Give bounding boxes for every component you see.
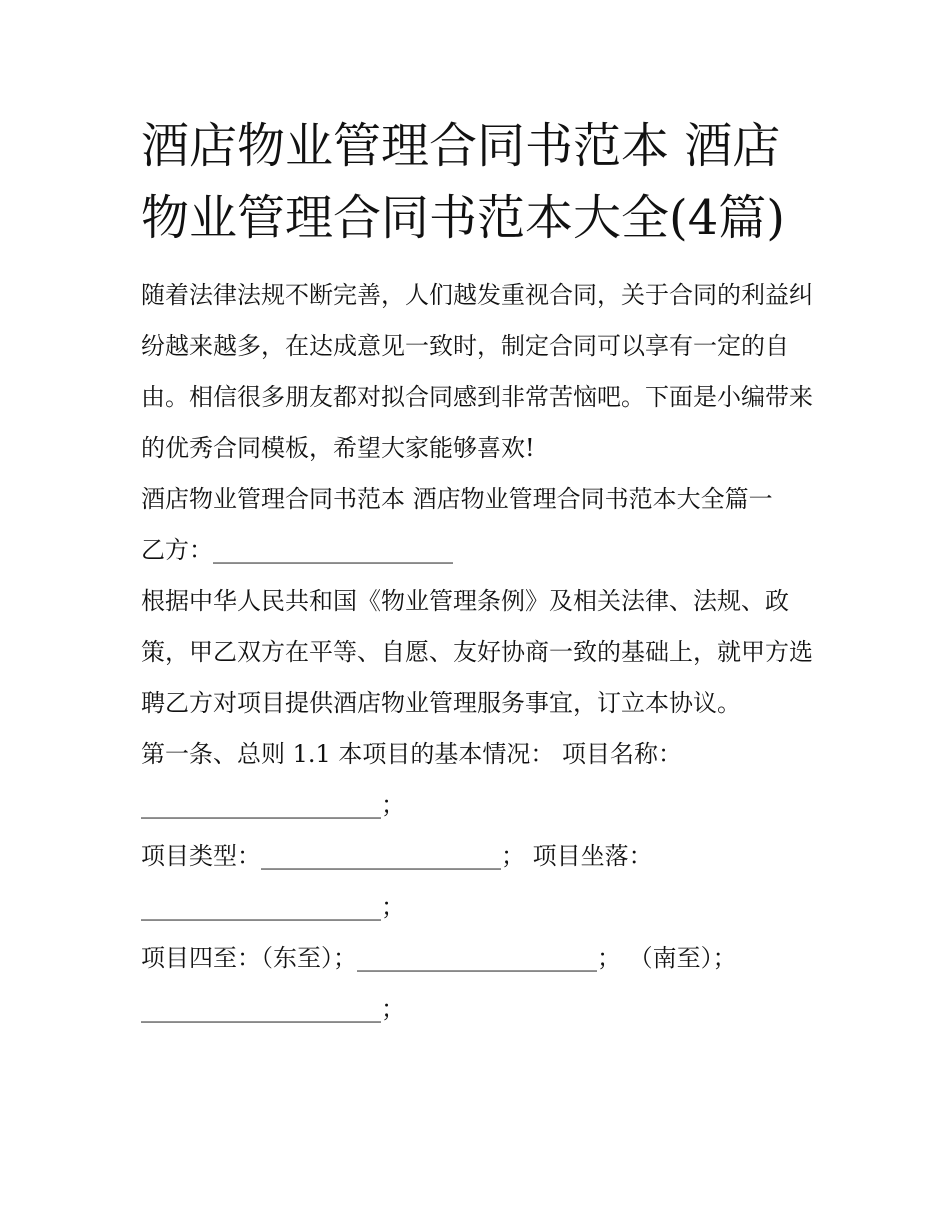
- project-location-blank: ____________________；: [141, 893, 405, 921]
- south-boundary-blank: ____________________；: [141, 995, 405, 1023]
- document-page: [141, 110, 813, 1035]
- section-heading: 酒店物业管理合同书范本 酒店物业管理合同书范本大全篇一: [141, 485, 773, 513]
- intro-paragraph: 随着法律法规不断完善，人们越发重视合同，关于合同的利益纠纷越来越多，在达成意见一致时，制定合同可以享有一定的自由。相信很多朋友都对拟合同感到非常苦恼吧。下面是小编带来的优秀合同模板，希望大家能够喜欢!: [141, 281, 813, 462]
- project-boundaries-line: 项目四至：（东至）；____________________； （南至）；: [141, 944, 737, 972]
- document-title: 酒店物业管理合同书范本 酒店物业管理合同书范本大全(4篇): [141, 118, 785, 246]
- party-b-line: 乙方：____________________: [141, 536, 453, 564]
- project-name-blank: ____________________；: [141, 791, 405, 819]
- project-type-line: 项目类型：____________________； 项目坐落：: [141, 842, 653, 870]
- article-one-line: 第一条、总则 1.1 本项目的基本情况： 项目名称：: [141, 740, 683, 768]
- preamble-paragraph: 根据中华人民共和国《物业管理条例》及相关法律、法规、政策，甲乙双方在平等、自愿、友好协商一致的基础上，就甲方选聘乙方对项目提供酒店物业管理服务事宜，订立本协议。: [141, 587, 813, 717]
